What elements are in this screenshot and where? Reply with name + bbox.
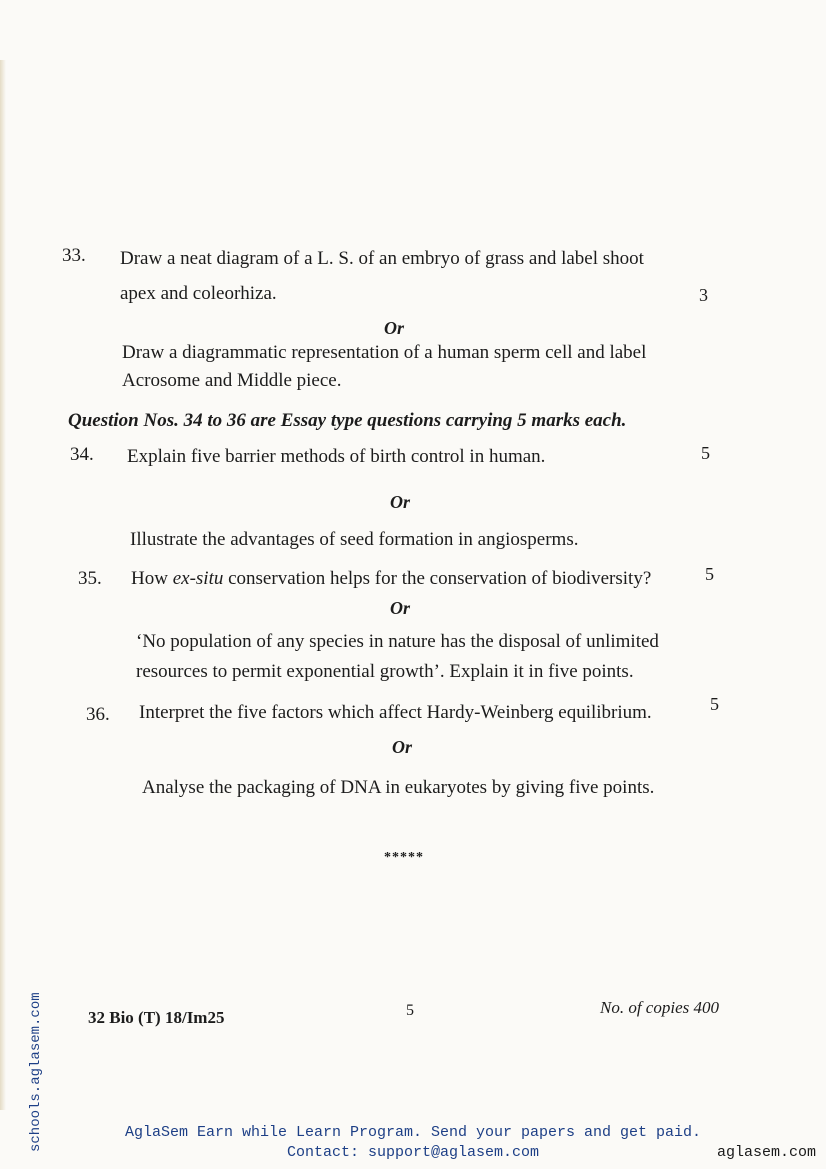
question-35-text: How ex-situ conservation helps for the conservation of biodiversity? — [131, 568, 652, 589]
question-33-alt-line1: Draw a diagrammatic representation of a human sperm cell and label — [122, 342, 647, 363]
end-marker: ***** — [384, 850, 424, 865]
question-35-alt-line2: resources to permit exponential growth’. Explain it in five points. — [136, 661, 634, 682]
side-watermark: schools.aglasem.com — [28, 992, 44, 1152]
question-33-alt-line2: Acrosome and Middle piece. — [122, 370, 342, 391]
site-link[interactable]: aglasem.com — [716, 1144, 816, 1161]
question-34-text: Explain five barrier methods of birth control in human. — [127, 446, 546, 467]
question-35-or: Or — [390, 598, 411, 618]
page-edge-shadow — [0, 60, 6, 1110]
question-35-marks: 5 — [705, 564, 714, 584]
question-36-text: Interpret the five factors which affect Hardy-Weinberg equilibrium. — [139, 702, 652, 723]
promo-contact[interactable]: Contact: support@aglasem.com — [286, 1144, 540, 1161]
promo-line1: AglaSem Earn while Learn Program. Send your papers and get paid. — [124, 1124, 702, 1141]
question-number-34: 34. — [70, 444, 94, 465]
copies-count: No. of copies 400 — [600, 998, 719, 1017]
question-36-alt: Analyse the packaging of DNA in eukaryotes by giving five points. — [142, 777, 655, 798]
question-36-marks: 5 — [710, 694, 719, 714]
question-35-alt-line1: ‘No population of any species in nature has the disposal of unlimited — [136, 631, 659, 652]
question-33-line2: apex and coleorhiza. — [120, 283, 277, 304]
question-number-36: 36. — [86, 704, 110, 725]
question-number-33: 33. — [62, 245, 86, 266]
question-36-or: Or — [392, 737, 413, 757]
paper-code: 32 Bio (T) 18/Im25 — [88, 1008, 225, 1027]
question-33-or: Or — [384, 318, 405, 338]
question-34-or: Or — [390, 492, 411, 512]
section-heading: Question Nos. 34 to 36 are Essay type questions carrying 5 marks each. — [68, 410, 627, 431]
question-33-marks: 3 — [699, 285, 708, 305]
question-number-35: 35. — [78, 568, 102, 589]
question-33-line1: Draw a neat diagram of a L. S. of an embryo of grass and label shoot — [120, 248, 644, 269]
question-34-marks: 5 — [701, 443, 710, 463]
page-number: 5 — [406, 1002, 414, 1019]
question-34-alt: Illustrate the advantages of seed formation in angiosperms. — [130, 529, 579, 550]
